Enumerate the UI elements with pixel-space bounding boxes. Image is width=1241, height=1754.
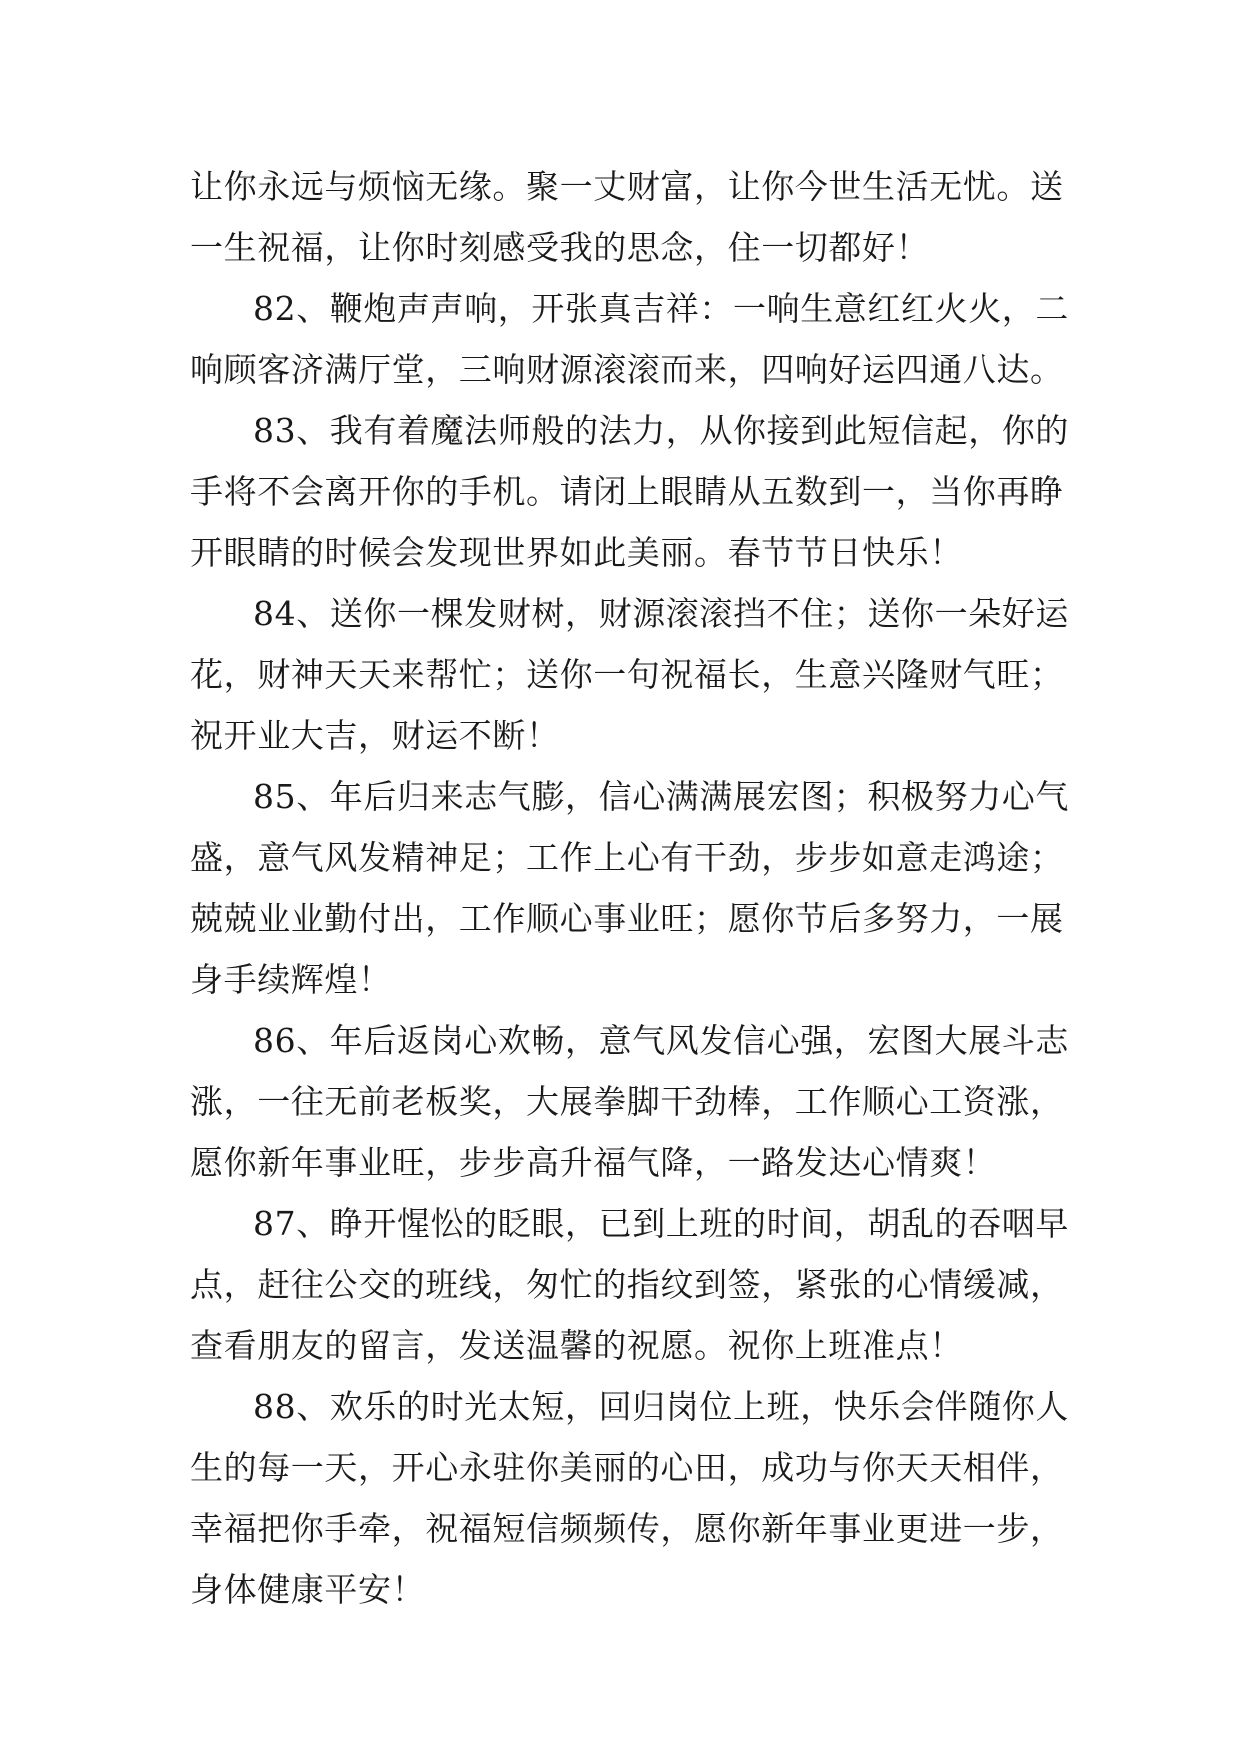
text-line: 一生祝福，让你时刻感受我的思念，住一切都好！ (190, 228, 930, 267)
text-line: 愿你新年事业旺，步步高升福气降，一路发达心情爽！ (190, 1143, 997, 1182)
text-line: 涨，一往无前老板奖，大展拳脚干劲棒，工作顺心工资涨， (190, 1082, 1064, 1121)
paragraph-82-line-1: 82、鞭炮声声响，开张真吉祥：一响生意红红火火，二 (253, 289, 1069, 328)
text-line: 盛，意气风发精神足；工作上心有干劲，步步如意走鸿途； (190, 838, 1064, 877)
text-line: 兢兢业业勤付出，工作顺心事业旺；愿你节后多努力，一展 (190, 899, 1064, 938)
paragraph-86-line-1: 86、年后返岗心欢畅，意气风发信心强，宏图大展斗志 (253, 1021, 1069, 1060)
paragraph-83-line-1: 83、我有着魔法师般的法力，从你接到此短信起，你的 (253, 411, 1069, 450)
text-line: 响顾客济满厅堂，三响财源滚滚而来，四响好运四通八达。 (190, 350, 1064, 389)
text-line: 点，赶往公交的班线，匆忙的指纹到签，紧张的心情缓减， (190, 1265, 1064, 1304)
paragraph-88-line-1: 88、欢乐的时光太短，回归岗位上班，快乐会伴随你人 (253, 1387, 1069, 1426)
text-line: 查看朋友的留言，发送温馨的祝愿。祝你上班准点！ (190, 1326, 963, 1365)
paragraph-87-line-1: 87、睁开惺忪的眨眼，已到上班的时间，胡乱的吞咽早 (253, 1204, 1069, 1243)
text-line: 身手续辉煌！ (190, 960, 392, 999)
paragraph-84-line-1: 84、送你一棵发财树，财源滚滚挡不住；送你一朵好运 (253, 594, 1069, 633)
text-line: 手将不会离开你的手机。请闭上眼睛从五数到一，当你再睁 (190, 472, 1064, 511)
text-line: 祝开业大吉，财运不断！ (190, 716, 560, 755)
text-line: 让你永远与烦恼无缘。聚一丈财富，让你今世生活无忧。送 (190, 167, 1064, 206)
text-line: 幸福把你手牵，祝福短信频频传，愿你新年事业更进一步， (190, 1509, 1064, 1548)
text-line: 生的每一天，开心永驻你美丽的心田，成功与你天天相伴， (190, 1448, 1064, 1487)
text-line: 开眼睛的时候会发现世界如此美丽。春节节日快乐！ (190, 533, 963, 572)
text-line: 身体健康平安！ (190, 1570, 426, 1609)
paragraph-85-line-1: 85、年后归来志气膨，信心满满展宏图；积极努力心气 (253, 777, 1069, 816)
text-line: 花，财神天天来帮忙；送你一句祝福长，生意兴隆财气旺； (190, 655, 1064, 694)
